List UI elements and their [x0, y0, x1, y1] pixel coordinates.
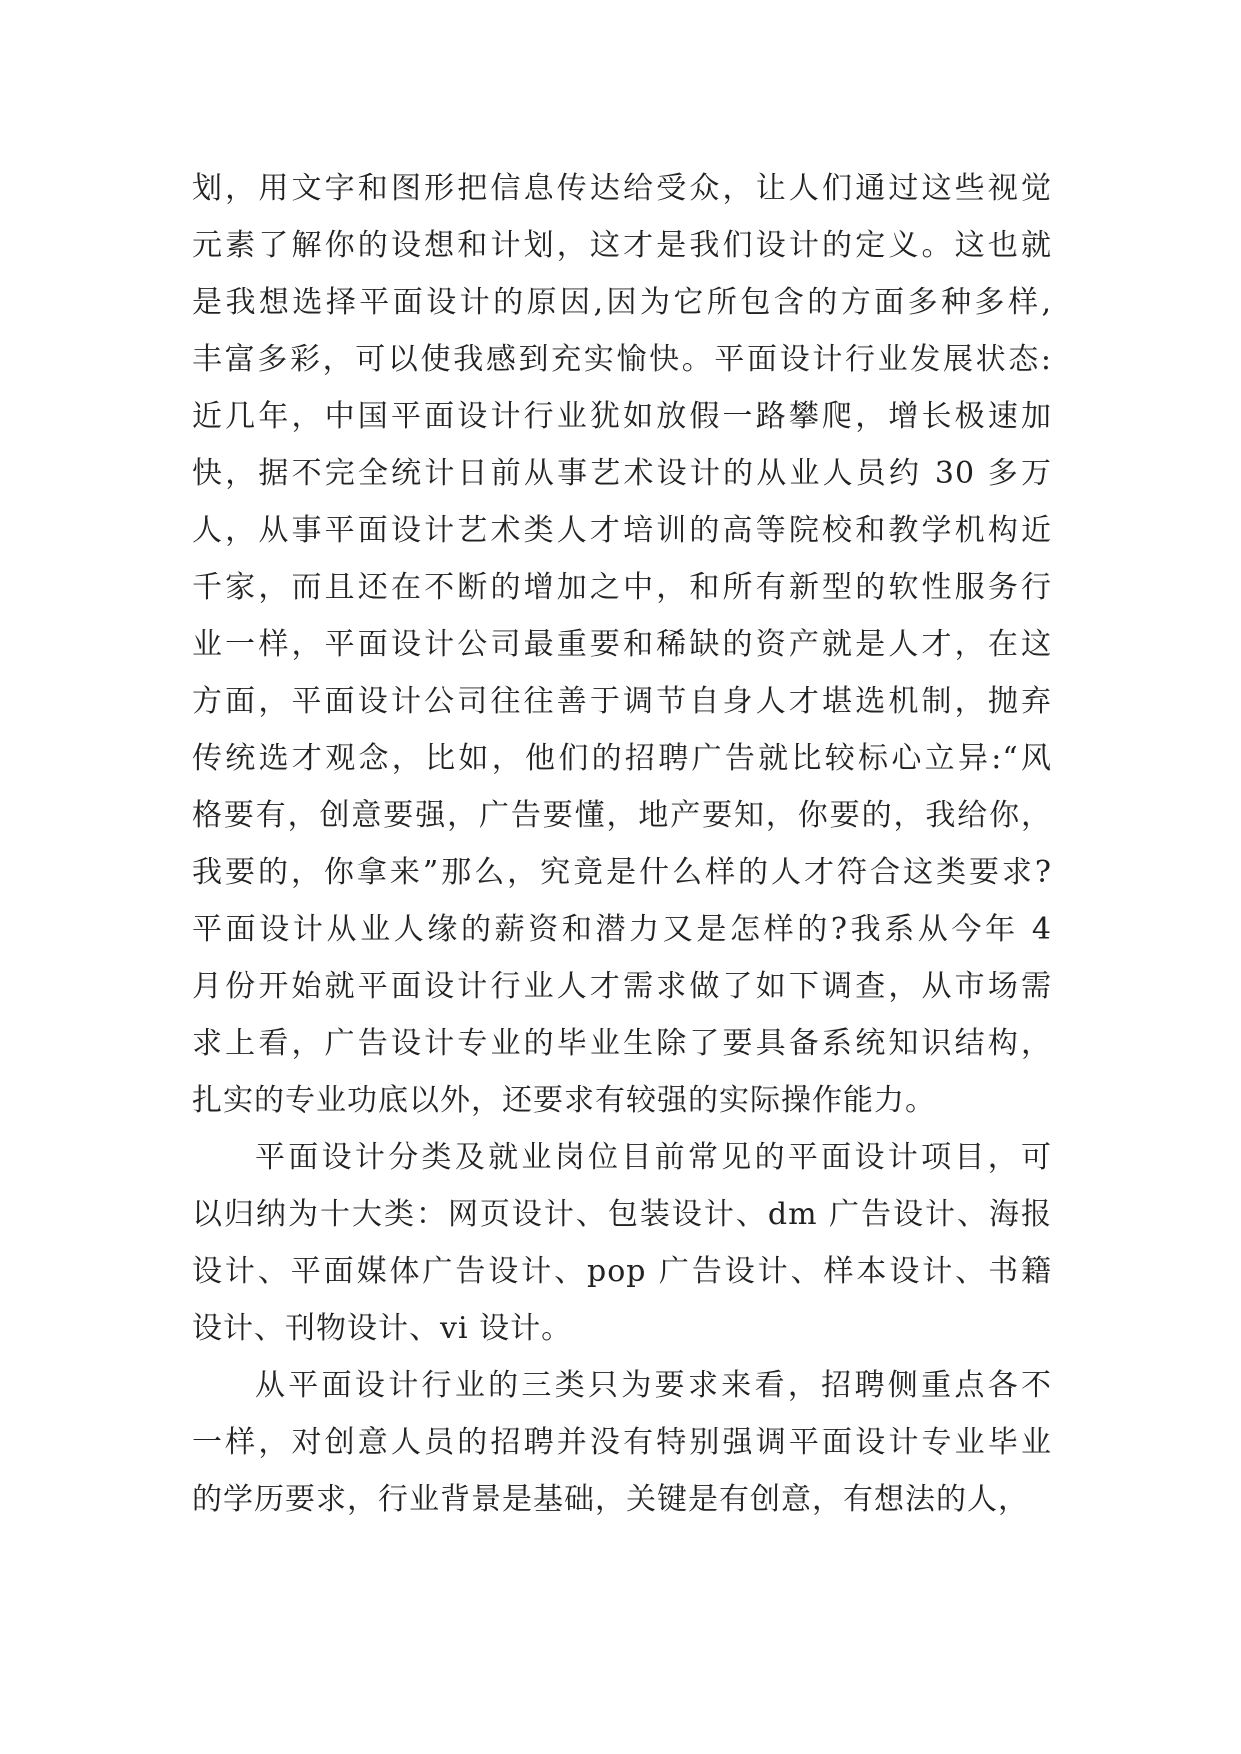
- text-line: 月份开始就平面设计行业人才需求做了如下调查，从市场需: [192, 969, 1052, 1004]
- text-line: 传统选才观念，比如，他们的招聘广告就比较标心立异:“风: [192, 741, 1052, 776]
- text-line: 一样，对创意人员的招聘并没有特别强调平面设计专业毕业: [192, 1425, 1052, 1460]
- text-line: 千家，而且还在不断的增加之中，和所有新型的软性服务行: [192, 570, 1052, 605]
- text-line: 平面设计从业人缘的薪资和潜力又是怎样的?我系从今年 4: [192, 912, 1052, 947]
- text-line: 丰富多彩，可以使我感到充实愉快。平面设计行业发展状态:: [192, 342, 1052, 377]
- text-line: 格要有，创意要强，广告要懂，地产要知，你要的，我给你，: [192, 798, 1052, 833]
- text-line: 设计、刊物设计、vi 设计。: [192, 1311, 573, 1346]
- paragraph: [192, 160, 1052, 1129]
- text-line: 人，从事平面设计艺术类人才培训的高等院校和教学机构近: [192, 513, 1052, 548]
- text-line: 划，用文字和图形把信息传达给受众，让人们通过这些视觉: [192, 171, 1052, 206]
- paragraph: [192, 1129, 1052, 1357]
- text-line: 从平面设计行业的三类只为要求来看，招聘侧重点各不: [255, 1368, 1052, 1403]
- text-line: 方面，平面设计公司往往善于调节自身人才堪选机制，抛弃: [192, 684, 1052, 719]
- paragraph: [192, 1357, 1052, 1528]
- text-line: 扎实的专业功底以外，还要求有较强的实际操作能力。: [192, 1083, 936, 1118]
- body-text: [192, 160, 1052, 1528]
- text-line: 的学历要求，行业背景是基础，关键是有创意，有想法的人，: [192, 1482, 1029, 1517]
- text-line: 快，据不完全统计日前从事艺术设计的从业人员约 30 多万: [192, 456, 1052, 491]
- text-line: 我要的，你拿来”那么，究竟是什么样的人才符合这类要求?: [192, 855, 1052, 890]
- text-line: 近几年，中国平面设计行业犹如放假一路攀爬，增长极速加: [192, 399, 1052, 434]
- text-line: 求上看，广告设计专业的毕业生除了要具备系统知识结构，: [192, 1026, 1052, 1061]
- text-line: 平面设计分类及就业岗位目前常见的平面设计项目，可: [255, 1140, 1052, 1175]
- text-line: 是我想选择平面设计的原因,因为它所包含的方面多种多样,: [192, 285, 1052, 320]
- text-line: 业一样，平面设计公司最重要和稀缺的资产就是人才，在这: [192, 627, 1052, 662]
- text-line: 以归纳为十大类：网页设计、包装设计、dm 广告设计、海报: [192, 1197, 1052, 1232]
- text-line: 设计、平面媒体广告设计、pop 广告设计、样本设计、书籍: [192, 1254, 1052, 1289]
- text-line: 元素了解你的设想和计划，这才是我们设计的定义。这也就: [192, 228, 1052, 263]
